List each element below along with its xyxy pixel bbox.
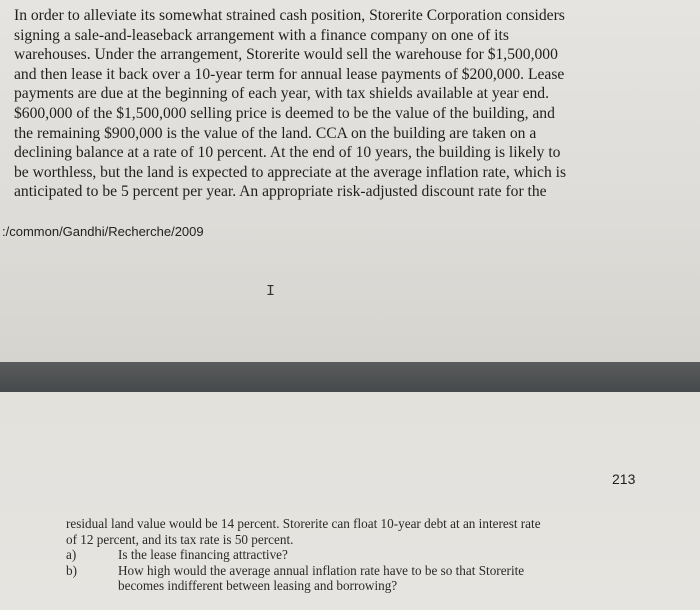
problem-paragraph	[14, 6, 686, 202]
text-cursor-icon: I	[266, 283, 276, 300]
question-text: How high would the average annual inflation rate have to be so that Storerite	[118, 562, 525, 578]
paragraph-line: the remaining $900,000 is the value of the land. CCA on the building are taken on a	[14, 124, 537, 142]
continuation-line: of 12 percent, and its tax rate is 50 percent.	[66, 531, 294, 547]
question-text: Is the lease financing attractive?	[118, 547, 288, 563]
paragraph-line: declining balance at a rate of 10 percent. At the end of 10 years, the building is likely to	[14, 144, 561, 162]
question-text: becomes indifferent between leasing and borrowing?	[118, 578, 398, 594]
question-letter: b)	[66, 562, 77, 578]
question-b	[66, 563, 676, 594]
paragraph-line: anticipated to be 5 percent per year. An appropriate risk-adjusted discount rate for the	[14, 183, 547, 201]
page-number: 213	[612, 471, 636, 487]
question-letter: a)	[66, 547, 77, 563]
continuation-line: residual land value would be 14 percent. Storerite can float 10-year debt at an interest rate	[66, 516, 541, 531]
page-divider-band	[0, 362, 700, 392]
paragraph-line: signing a sale-and-leaseback arrangement with a finance company on one of its	[14, 26, 509, 44]
paragraph-line: be worthless, but the land is expected to appreciate at the average inflation rate, which is	[14, 163, 567, 181]
paragraph-line: and then lease it back over a 10-year term for annual lease payments of $200,000. Lease	[14, 65, 565, 83]
paragraph-line: warehouses. Under the arrangement, Storerite would sell the warehouse for $1,500,000	[14, 46, 558, 64]
paragraph-line: payments are due at the beginning of each year, with tax shields available at year end.	[14, 85, 549, 103]
paragraph-line: In order to alleviate its somewhat strained cash position, Storerite Corporation considers	[14, 7, 565, 24]
question-a	[66, 547, 676, 563]
continuation-text	[66, 516, 676, 594]
file-path-label: :/common/Gandhi/Recherche/2009	[2, 224, 204, 239]
paragraph-line: $600,000 of the $1,500,000 selling price is deemed to be the value of the building, and	[14, 104, 555, 122]
